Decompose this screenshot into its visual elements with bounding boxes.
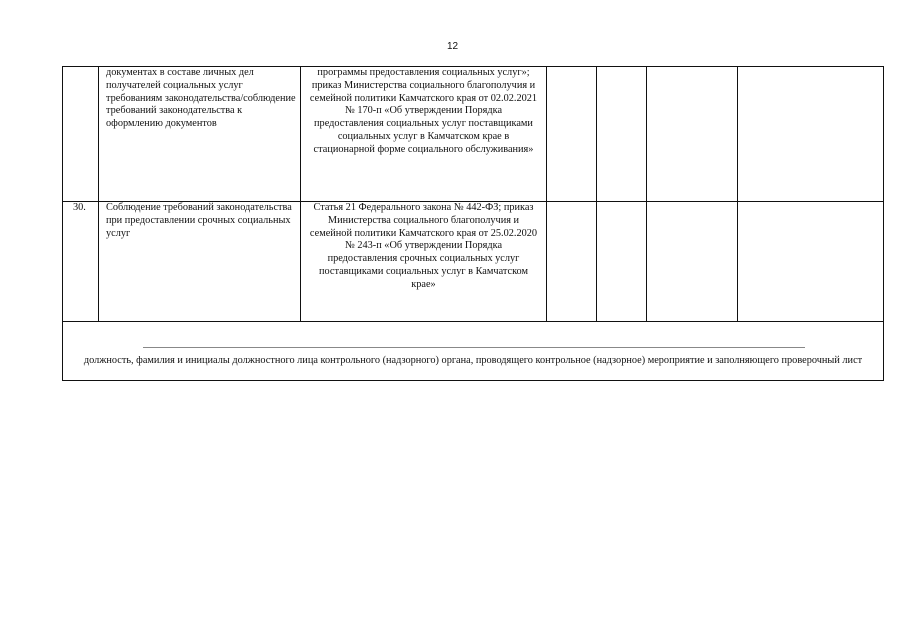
- signature-row: [63, 322, 884, 381]
- note-cell[interactable]: [738, 202, 884, 322]
- note-cell[interactable]: [738, 67, 884, 202]
- answer-yes-cell[interactable]: [547, 202, 597, 322]
- answer-na-cell[interactable]: [647, 202, 738, 322]
- legal-basis-cell: программы предоставления социальных услуг»; приказ Министерства социального благополучия и семейной политики Камчатского края от 02.02.2021 № 170-п «Об утверждении Порядка предоставления социальных услуг поставщиками социальных услуг в Камчатском крае в стационарной форме социального обслуживания»: [301, 67, 547, 202]
- answer-yes-cell[interactable]: [547, 67, 597, 202]
- table-row: [63, 67, 884, 202]
- requirement-cell: Соблюдение требований законодательства при предоставлении срочных социальных услуг: [99, 202, 301, 322]
- legal-basis-cell: Статья 21 Федерального закона № 442-ФЗ; приказ Министерства социального благополучия и семейной политики Камчатского края от 25.02.2020 № 243-п «Об утверждении Порядка предоставления срочных социальных услуг поставщиками социальных услуг в Камчатском крае»: [301, 202, 547, 322]
- requirement-cell: документах в составе личных дел получателей социальных услуг требованиям законодательства/соблюдение требований законодательства к оформлению документов: [99, 67, 301, 202]
- table-row: [63, 202, 884, 322]
- signature-caption: должность, фамилия и инициалы должностного лица контрольного (надзорного) органа, проводящего контрольное (надзорное) мероприятие и заполняющего проверочный лист: [83, 355, 863, 366]
- answer-na-cell[interactable]: [647, 67, 738, 202]
- page-number: 12: [446, 41, 459, 52]
- answer-no-cell[interactable]: [597, 67, 647, 202]
- checklist-table: [62, 66, 884, 381]
- signature-cell: [63, 322, 884, 381]
- row-number: 30.: [63, 202, 99, 322]
- answer-no-cell[interactable]: [597, 202, 647, 322]
- signature-line[interactable]: [143, 347, 805, 348]
- row-number: [63, 67, 99, 202]
